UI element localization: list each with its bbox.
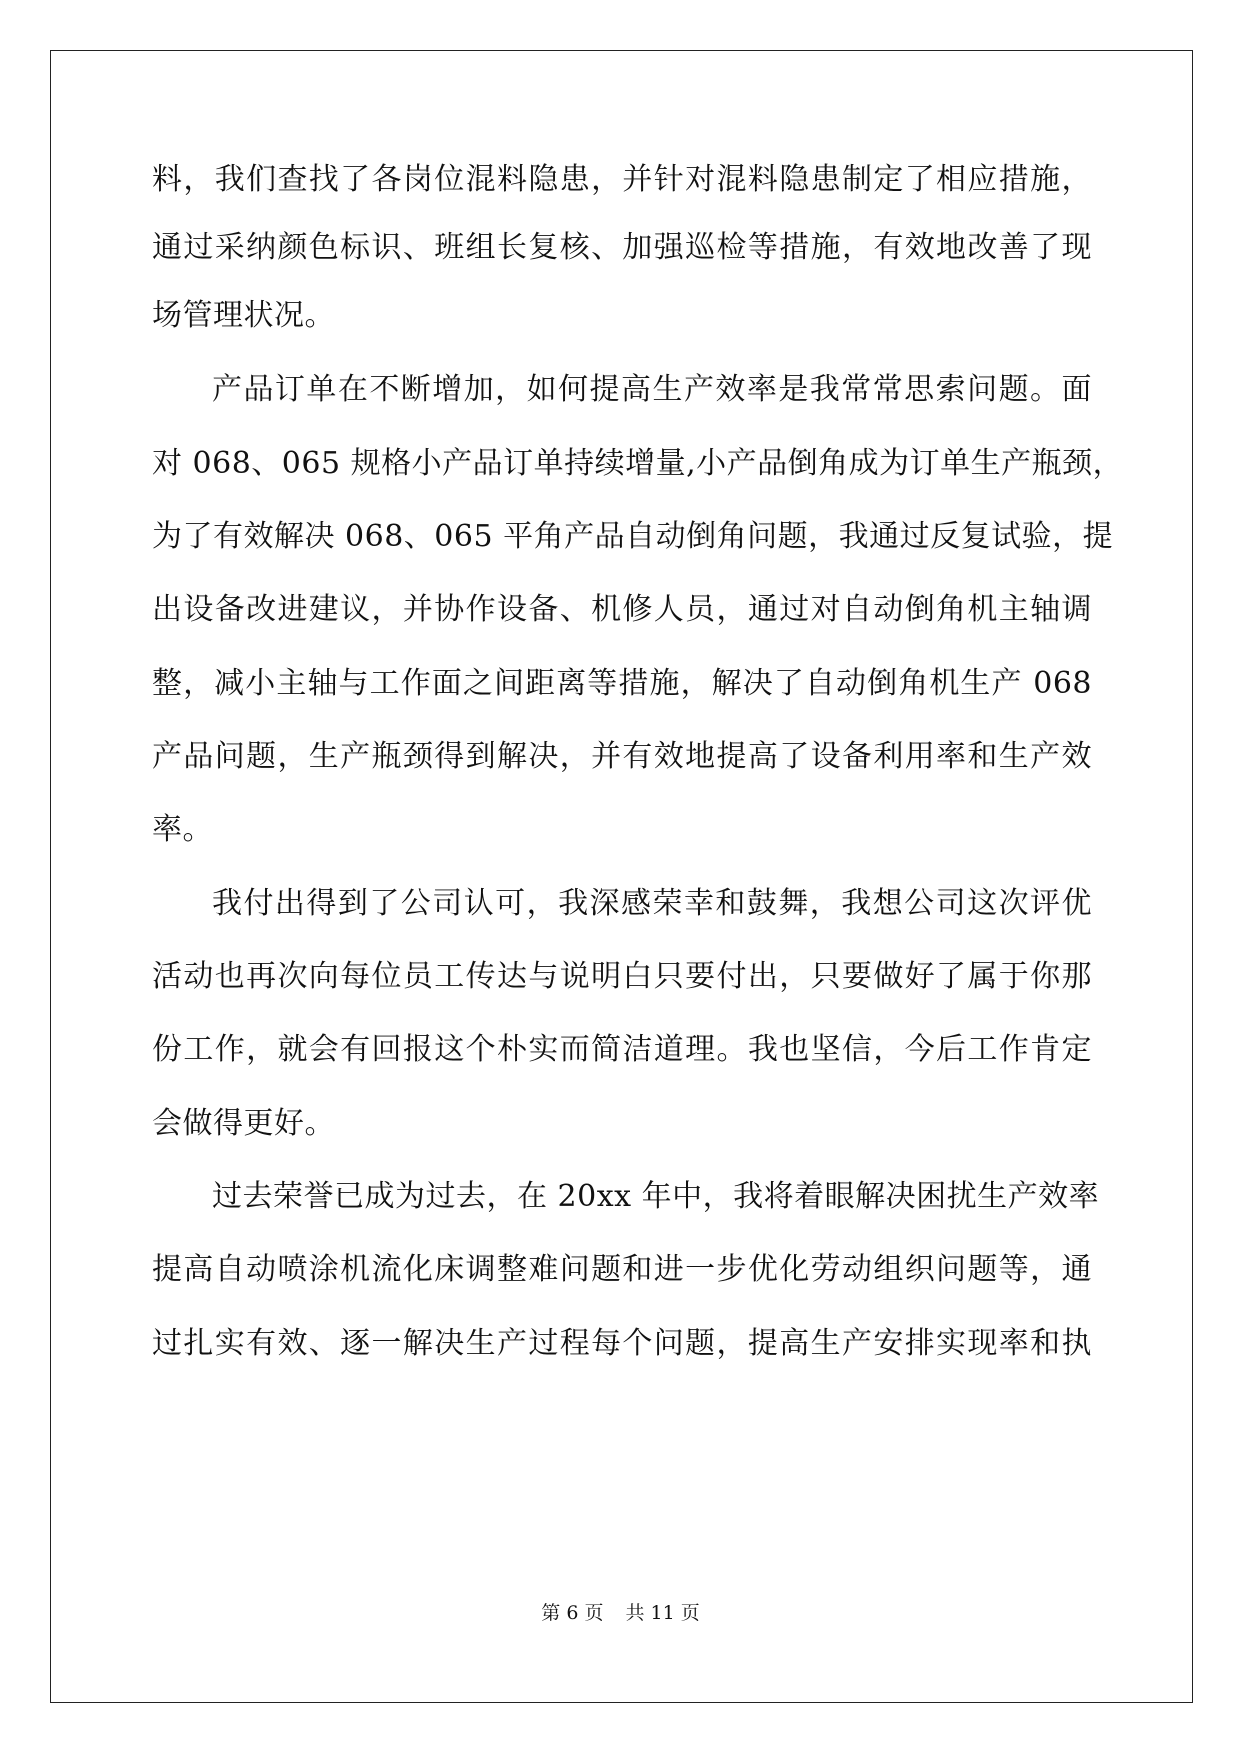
- text-line: 场管理状况。: [152, 298, 335, 333]
- paragraph-first-line: 过去荣誉已成为过去，在 20xx 年中，我将着眼解决困扰生产效率: [212, 1179, 1100, 1214]
- text-line: 出设备改进建议，并协作设备、机修人员，通过对自动倒角机主轴调: [152, 592, 1092, 627]
- text-line: 提高自动喷涂机流化床调整难问题和进一步优化劳动组织问题等，通: [152, 1252, 1092, 1287]
- page-number-current: 第 6 页: [541, 1602, 604, 1624]
- text-line: 为了有效解决 068、065 平角产品自动倒角问题，我通过反复试验，提: [152, 519, 1114, 554]
- text-line: 率。: [152, 812, 213, 847]
- text-line: 过扎实有效、逐一解决生产过程每个问题，提高生产安排实现率和执: [152, 1326, 1092, 1361]
- paragraph-first-line: 我付出得到了公司认可，我深感荣幸和鼓舞，我想公司这次评优: [212, 886, 1092, 921]
- text-line: 料，我们查找了各岗位混料隐患，并针对混料隐患制定了相应措施，: [152, 162, 1092, 197]
- text-line: 对 068、065 规格小产品订单持续增量,小产品倒角成为订单生产瓶颈，: [152, 446, 1124, 481]
- page-footer: [0, 1600, 1241, 1626]
- page-number-total: 共 11 页: [625, 1602, 700, 1624]
- paragraph-first-line: 产品订单在不断增加，如何提高生产效率是我常常思索问题。面: [212, 372, 1092, 407]
- text-line: 产品问题，生产瓶颈得到解决，并有效地提高了设备利用率和生产效: [152, 739, 1092, 774]
- text-line: 通过采纳颜色标识、班组长复核、加强巡检等措施，有效地改善了现: [152, 230, 1092, 265]
- text-line: 整，减小主轴与工作面之间距离等措施，解决了自动倒角机生产 068: [152, 666, 1092, 701]
- text-line: 会做得更好。: [152, 1106, 335, 1141]
- text-line: 活动也再次向每位员工传达与说明白只要付出，只要做好了属于你那: [152, 959, 1092, 994]
- text-line: 份工作，就会有回报这个朴实而简洁道理。我也坚信，今后工作肯定: [152, 1032, 1092, 1067]
